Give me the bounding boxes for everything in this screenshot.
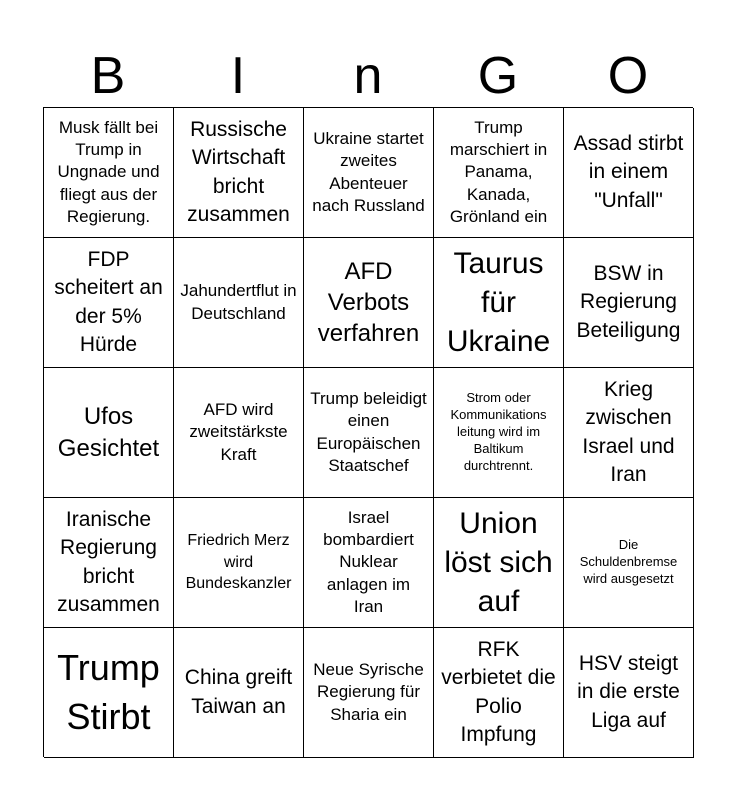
bingo-cell-r3-c2[interactable]	[304, 498, 434, 628]
header-letter-n: n	[353, 47, 383, 105]
bingo-cell-r4-c3[interactable]	[434, 628, 564, 758]
cell-text: Trump beleidigt einen Europäischen Staatschef	[310, 389, 427, 475]
bingo-cell-r2-c0[interactable]	[44, 368, 174, 498]
bingo-cell-r4-c1[interactable]	[174, 628, 304, 758]
cell-text: Russische Wirtschaft bricht zusammen	[187, 117, 290, 226]
bingo-cell-r3-c1[interactable]	[174, 498, 304, 628]
bingo-cell-r0-c0[interactable]	[44, 108, 174, 238]
cell-text: China greift Taiwan an	[184, 666, 293, 718]
bingo-cell-r1-c3[interactable]	[434, 238, 564, 368]
cell-text: Israel bombardiert Nuklear anlagen im Iran	[323, 508, 414, 616]
bingo-cell-r2-c3[interactable]	[434, 368, 564, 498]
cell-text: Strom oder Kommunikations leitung wird im Baltikum durchtrennt.	[450, 390, 547, 473]
bingo-cell-r2-c4[interactable]	[564, 368, 694, 498]
bingo-cell-r4-c4[interactable]	[564, 628, 694, 758]
bingo-cell-r0-c2[interactable]	[304, 108, 434, 238]
bingo-cell-r0-c4[interactable]	[564, 108, 694, 238]
header-letter-o: O	[607, 47, 649, 105]
cell-text: Die Schuldenbremse wird ausgesetzt	[579, 537, 678, 586]
bingo-cell-r1-c2[interactable]	[304, 238, 434, 368]
bingo-cell-r4-c2[interactable]	[304, 628, 434, 758]
bingo-cell-r4-c0[interactable]	[44, 628, 174, 758]
cell-text: AFD wird zweitstärkste Kraft	[189, 400, 288, 464]
cell-text: Jahundertflut in Deutschland	[180, 281, 297, 323]
cell-text: FDP scheitert an der 5% Hürde	[54, 247, 163, 356]
header-letter-i: I	[230, 47, 246, 105]
cell-text: Iranische Regierung bricht zusammen	[57, 507, 160, 616]
bingo-cell-r0-c1[interactable]	[174, 108, 304, 238]
cell-text: Friedrich Merz wird Bundeskanzler	[185, 532, 292, 593]
bingo-cell-r3-c3[interactable]	[434, 498, 564, 628]
cell-text: Taurus für Ukraine	[446, 247, 551, 358]
bingo-cell-r1-c4[interactable]	[564, 238, 694, 368]
cell-text: HSV steigt in die erste Liga auf	[577, 651, 680, 732]
cell-text: AFD Verbots verfahren	[317, 257, 420, 348]
header-letter-g: G	[477, 47, 519, 105]
cell-text: Union löst sich auf	[444, 507, 553, 618]
bingo-board	[43, 107, 693, 757]
cell-text: Assad stirbt in einem "Unfall"	[573, 131, 684, 212]
bingo-header	[43, 44, 693, 108]
bingo-cell-r3-c0[interactable]	[44, 498, 174, 628]
bingo-cell-r2-c1[interactable]	[174, 368, 304, 498]
cell-text: Ukraine startet zweites Abenteuer nach Russland	[312, 129, 425, 215]
cell-text: Krieg zwischen Israel und Iran	[582, 377, 675, 486]
bingo-cell-r1-c1[interactable]	[174, 238, 304, 368]
cell-text: Musk fällt bei Trump in Ungnade und fliegt aus der Regierung.	[57, 118, 160, 226]
cell-text: Ufos Gesichtet	[57, 403, 160, 462]
cell-text: BSW in Regierung Beteiligung	[576, 261, 681, 342]
bingo-cell-r0-c3[interactable]	[434, 108, 564, 238]
bingo-cell-r2-c2[interactable]	[304, 368, 434, 498]
bingo-cell-r3-c4[interactable]	[564, 498, 694, 628]
header-letter-b: B	[90, 47, 126, 105]
bingo-cell-r1-c0[interactable]	[44, 238, 174, 368]
cell-text: RFK verbietet die Polio Impfung	[441, 637, 556, 746]
cell-text: Trump marschiert in Panama, Kanada, Grönland ein	[449, 118, 548, 226]
cell-text: Trump Stirbt	[57, 646, 160, 737]
cell-text: Neue Syrische Regierung für Sharia ein	[313, 660, 424, 724]
